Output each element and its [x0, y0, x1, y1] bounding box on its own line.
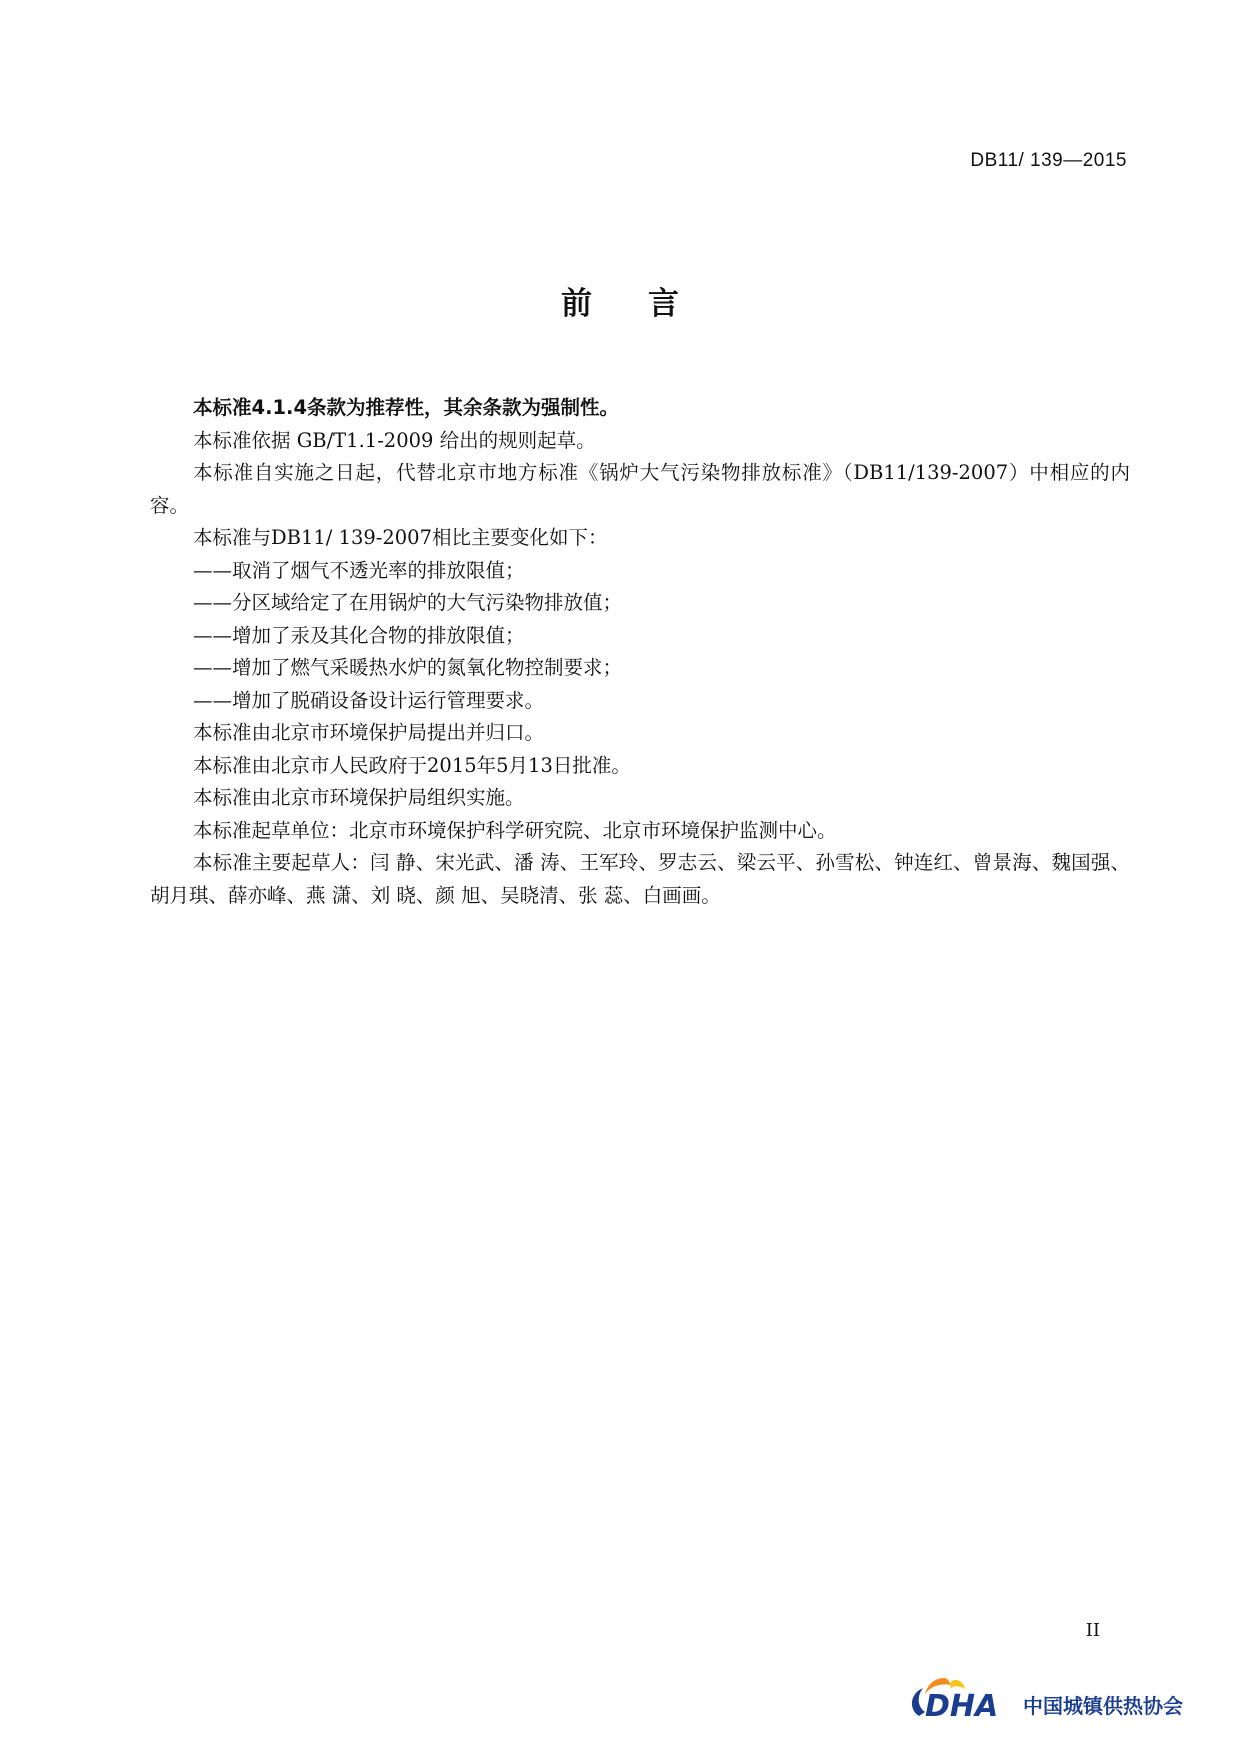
change-item: ——分区域给定了在用锅炉的大气污染物排放值；: [193, 591, 623, 614]
paragraph-approval: 本标准由北京市人民政府于2015年5月13日批准。: [193, 753, 631, 777]
chda-logo: [905, 1670, 1225, 1728]
page-number: II: [1085, 1620, 1100, 1641]
org-name: 中国城镇供热协会: [1023, 1694, 1183, 1718]
change-item: ——增加了汞及其化合物的排放限值；: [193, 623, 525, 647]
page-title: 前言: [561, 286, 735, 322]
paragraph-replacement: 本标准自实施之日起，代替北京市地方标准《锅炉大气污染物排放标准》（DB11/139-2007）中相应的内容。: [150, 461, 1130, 517]
change-item: ——取消了烟气不透光率的排放限值；: [193, 558, 525, 582]
foreword-body: [150, 392, 1130, 912]
paragraph-drafting-rules: 本标准依据 GB/T1.1-2009 给出的规则起草。: [193, 428, 596, 452]
paragraph-scope: 本标准4.1.4条款为推荐性，其余条款为强制性。: [193, 396, 620, 419]
paragraph-drafters: 本标准主要起草人：闫 静、宋光武、潘 涛、王军玲、罗志云、梁云平、孙雪松、钟连红、曾景海、魏国强、胡月琪、薛亦峰、燕 潇、刘 晓、颜 旭、吴晓清、张 蕊、白画画。: [150, 851, 1130, 907]
paragraph-drafting-units: 本标准起草单位：北京市环境保护科学研究院、北京市环境保护监测中心。: [193, 818, 837, 842]
logo-text: DHA: [925, 1689, 999, 1724]
paragraph-changes-intro: 本标准与DB11/ 139-2007相比主要变化如下：: [193, 526, 608, 549]
change-item: ——增加了脱硝设备设计运行管理要求。: [193, 688, 545, 712]
paragraph-proposer: 本标准由北京市环境保护局提出并归口。: [193, 721, 545, 744]
document-code: DB11/ 139—2015: [970, 150, 1127, 171]
change-item: ——增加了燃气采暖热水炉的氮氧化物控制要求；: [193, 656, 623, 679]
paragraph-implementation: 本标准由北京市环境保护局组织实施。: [193, 786, 525, 809]
